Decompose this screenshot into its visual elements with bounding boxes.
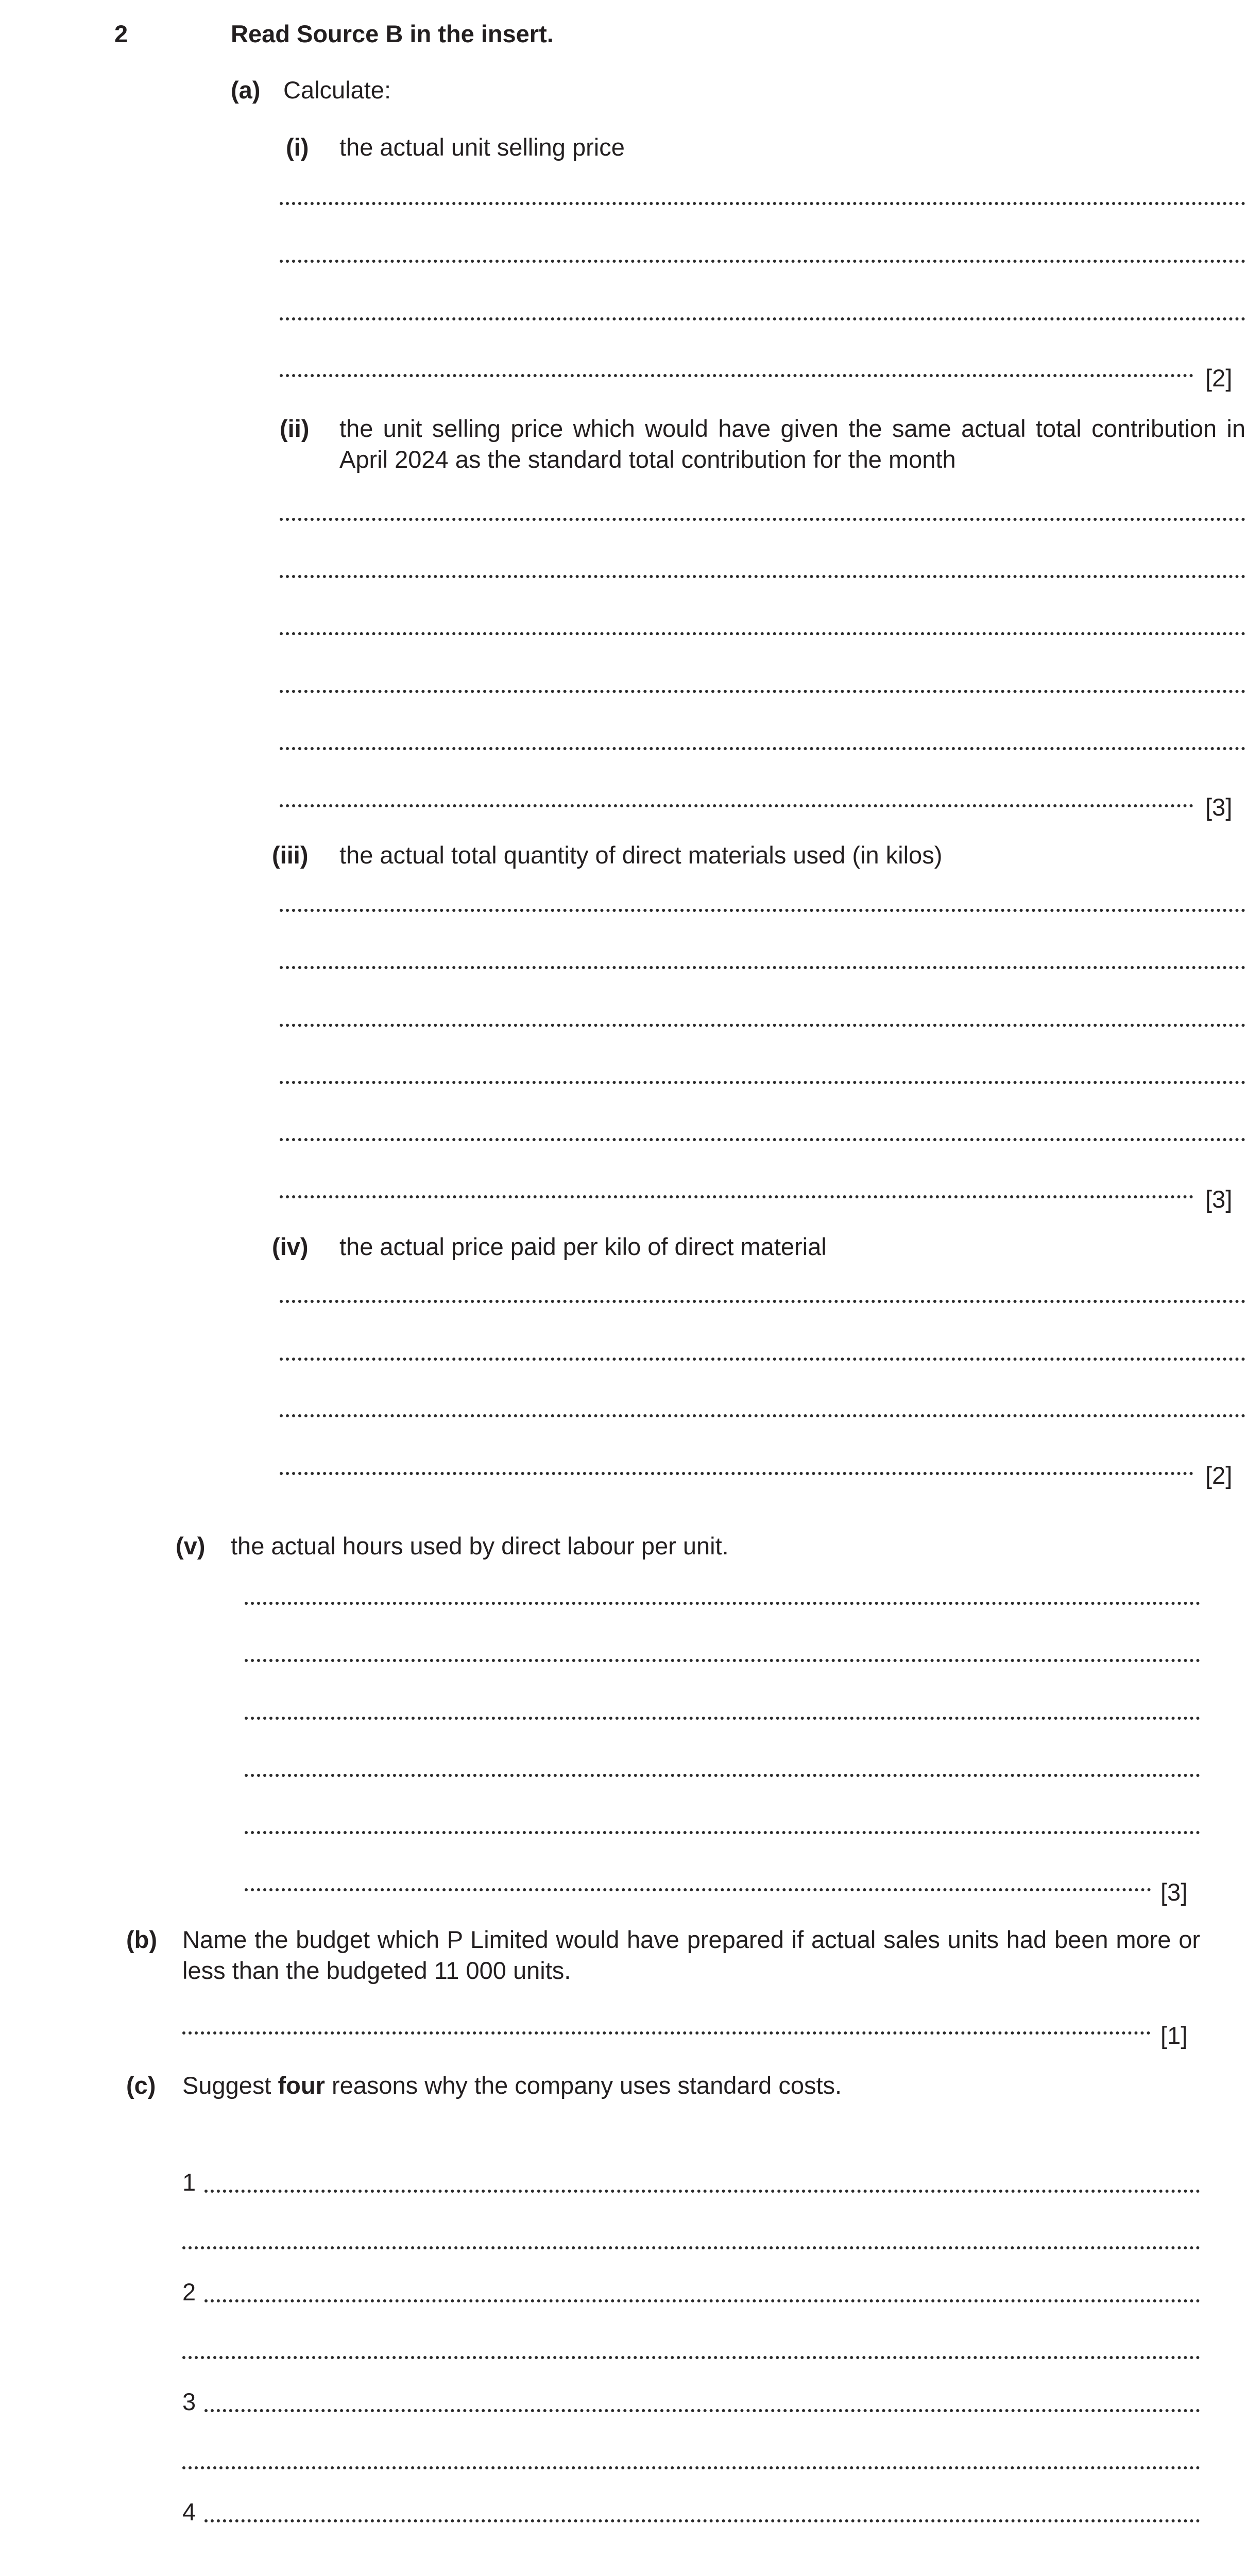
answer-line-iii-5[interactable] (280, 1138, 1245, 1141)
answer-line-ii-3[interactable] (280, 632, 1245, 635)
answer-line-ii-5[interactable] (280, 747, 1245, 750)
answer-line-v-1[interactable] (245, 1602, 1200, 1605)
subpart-i-text: the actual unit selling price (339, 133, 625, 161)
answer-line-iv-3[interactable] (280, 1414, 1245, 1417)
marks-b: [1] (1160, 2022, 1188, 2049)
reason-number-1: 1 (182, 2168, 196, 2196)
marks-i: [2] (1205, 364, 1233, 392)
part-a-stem: Calculate: (283, 76, 391, 104)
marks-v: [3] (1160, 1878, 1188, 1906)
reason-number-3: 3 (182, 2388, 196, 2415)
part-c-text: Suggest four reasons why the company uses standard costs. (182, 2072, 842, 2099)
subpart-iv-text: the actual price paid per kilo of direct material (339, 1233, 827, 1260)
answer-line-c-3a[interactable] (204, 2409, 1200, 2412)
part-b-text: Name the budget which P Limited would have prepared if actual sales units had been more or less than the budgeted 11 000 units. (182, 1926, 1200, 1984)
answer-line-ii-6[interactable] (280, 804, 1193, 807)
answer-line-iii-3[interactable] (280, 1024, 1245, 1027)
subpart-iii-text: the actual total quantity of direct materials used (in kilos) (339, 841, 943, 869)
marks-ii: [3] (1205, 793, 1233, 821)
reason-number-4: 4 (182, 2498, 196, 2526)
answer-line-v-3[interactable] (245, 1717, 1200, 1720)
answer-line-v-4[interactable] (245, 1774, 1200, 1777)
answer-line-iv-4[interactable] (280, 1472, 1193, 1475)
answer-line-i-3[interactable] (280, 317, 1245, 320)
answer-line-ii-4[interactable] (280, 690, 1245, 693)
answer-line-c-2a[interactable] (204, 2299, 1200, 2302)
subpart-ii-label: (ii) (280, 415, 310, 442)
answer-line-c-1b[interactable] (182, 2246, 1200, 2249)
answer-line-i-1[interactable] (280, 202, 1245, 205)
answer-line-i-2[interactable] (280, 260, 1245, 263)
answer-line-iii-6[interactable] (280, 1195, 1193, 1198)
answer-line-v-5[interactable] (245, 1831, 1200, 1834)
subpart-v-label: (v) (176, 1532, 206, 1560)
part-c-label: (c) (126, 2072, 156, 2099)
subpart-ii-text: the unit selling price which would have given the same actual total contribution in April 2024 as the standard total contribution for the month (339, 415, 1245, 473)
answer-line-v-6[interactable] (245, 1888, 1151, 1891)
question-intro: Read Source B in the insert. (231, 20, 554, 47)
answer-line-iv-2[interactable] (280, 1358, 1245, 1361)
subpart-v-text: the actual hours used by direct labour per unit. (231, 1532, 729, 1560)
answer-line-v-2[interactable] (245, 1659, 1200, 1662)
answer-line-i-4[interactable] (280, 374, 1193, 377)
answer-line-c-3b[interactable] (182, 2466, 1200, 2469)
part-b-label: (b) (126, 1926, 158, 1953)
answer-line-c-2b[interactable] (182, 2356, 1200, 2359)
subpart-i-label: (i) (286, 133, 309, 161)
answer-line-ii-2[interactable] (280, 575, 1245, 578)
part-a-label: (a) (231, 76, 261, 104)
answer-line-iii-2[interactable] (280, 966, 1245, 969)
marks-iv: [2] (1205, 1462, 1233, 1489)
answer-line-ii-1[interactable] (280, 518, 1245, 521)
question-number: 2 (114, 20, 128, 47)
answer-line-iii-4[interactable] (280, 1081, 1245, 1084)
answer-line-c-4a[interactable] (204, 2519, 1200, 2522)
marks-iii: [3] (1205, 1185, 1233, 1213)
answer-line-b-1[interactable] (182, 2031, 1151, 2035)
answer-line-c-1a[interactable] (204, 2190, 1200, 2193)
answer-line-iii-1[interactable] (280, 909, 1245, 912)
reason-number-2: 2 (182, 2278, 196, 2306)
subpart-iii-label: (iii) (272, 841, 309, 869)
answer-line-iv-1[interactable] (280, 1300, 1245, 1303)
subpart-iv-label: (iv) (272, 1233, 309, 1260)
